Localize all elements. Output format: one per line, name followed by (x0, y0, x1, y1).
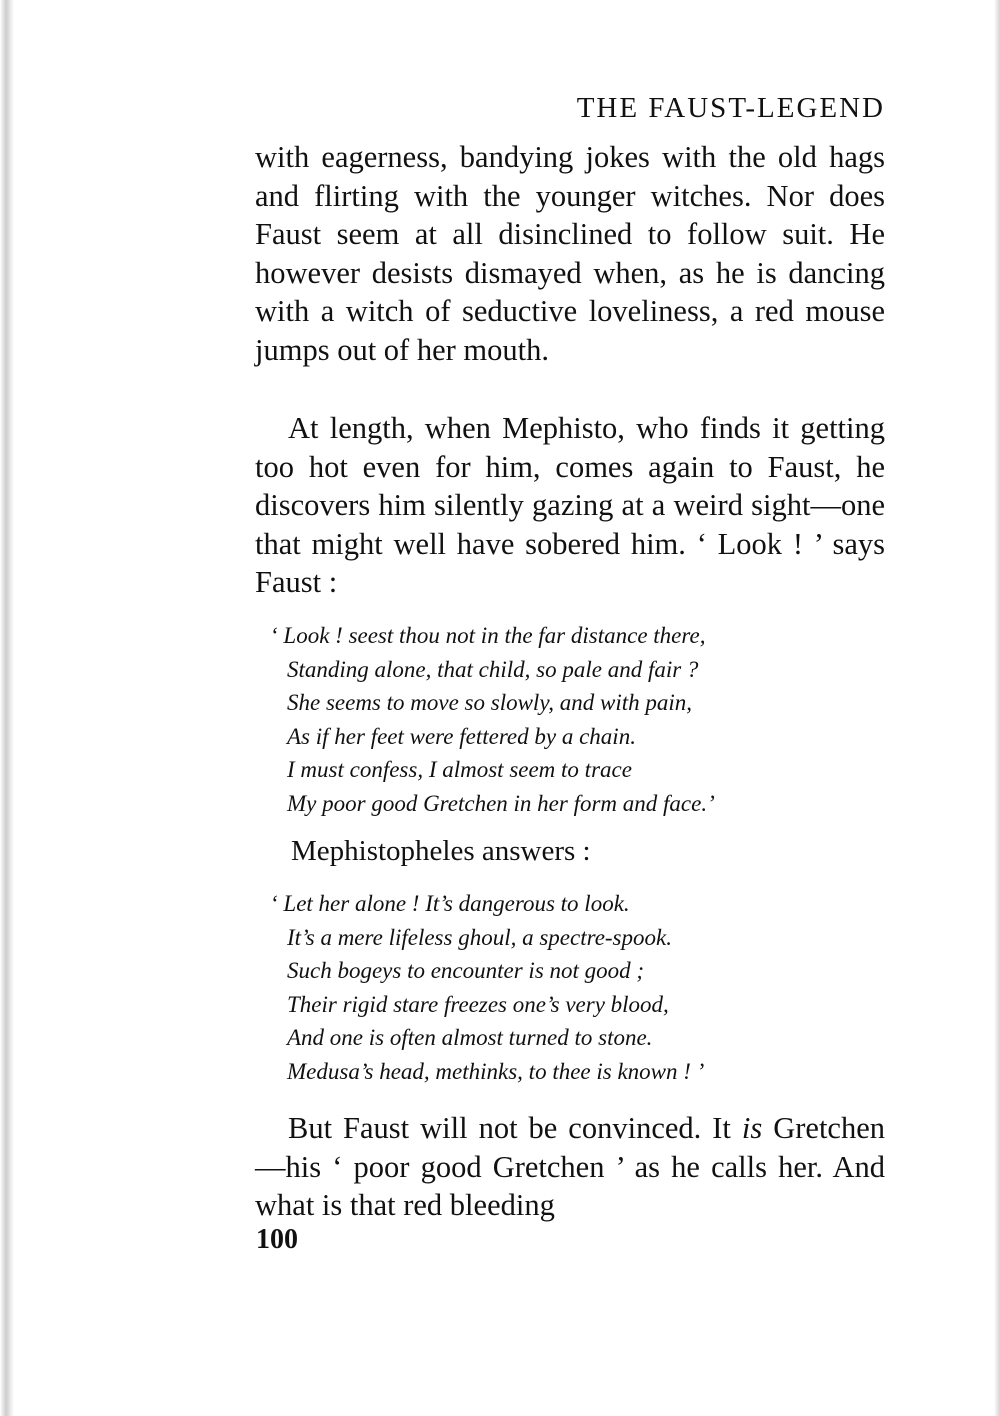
verse-line: My poor good Gretchen in her form and face.’ (287, 790, 715, 816)
verse-line: Such bogeys to encounter is not good ; (287, 958, 645, 983)
verse-line: Standing alone, that child, so pale and fair ? (287, 656, 699, 682)
emphasis-is: is (741, 1111, 763, 1145)
paragraph-3-end: Gretchen—his ‘ poor good Gretchen ’ as he calls her. And what is that red bleeding (255, 1111, 885, 1223)
paragraph-3-start: But Faust will not be convinced. It (288, 1111, 742, 1145)
verse-line: ‘ Let her alone ! It’s dangerous to look. (270, 891, 630, 916)
verse-line: I must confess, I almost seem to trace (287, 757, 632, 782)
running-title: THE FAUST-LEGEND (576, 92, 885, 124)
verse-line: And one is often almost turned to stone. (287, 1025, 653, 1050)
scan-edge-right (994, 0, 1000, 1416)
paragraph-2: At length, when Mephisto, who finds it getting too hot even for him, comes again to Faust, he discovers him silently gazing at a weird sight—one that might well have sobered him. ‘ Look ! ’ says Faust : (255, 411, 885, 600)
verse-line: Medusa’s head, methinks, to thee is known ! ’ (287, 1058, 705, 1084)
page-number: 100 (256, 1224, 298, 1255)
verse-line: She seems to move so slowly, and with pain, (287, 690, 693, 715)
verse-line: Their rigid stare freezes one’s very blood, (287, 991, 669, 1017)
verse-line: ‘ Look ! seest thou not in the far distance there, (270, 623, 706, 648)
paragraph-3 (255, 1109, 885, 1225)
paragraph-1: with eagerness, bandying jokes with the old hags and flirting with the younger witches. Nor does Faust seem at all disinclined to follow suit. He however desists dismayed when, as he is dancing with a witch of seductive loveliness, a red mouse jumps out of her mouth. (255, 140, 885, 367)
verse-line: It’s a mere lifeless ghoul, a spectre-spook. (287, 924, 672, 950)
scan-edge-left (0, 0, 20, 1416)
verse-block-mephistopheles (270, 887, 885, 1088)
speaker-line: Mephistopheles answers : (291, 835, 591, 867)
verse-line: As if her feet were fettered by a chain. (287, 723, 636, 749)
verse-block-faust (270, 619, 885, 820)
